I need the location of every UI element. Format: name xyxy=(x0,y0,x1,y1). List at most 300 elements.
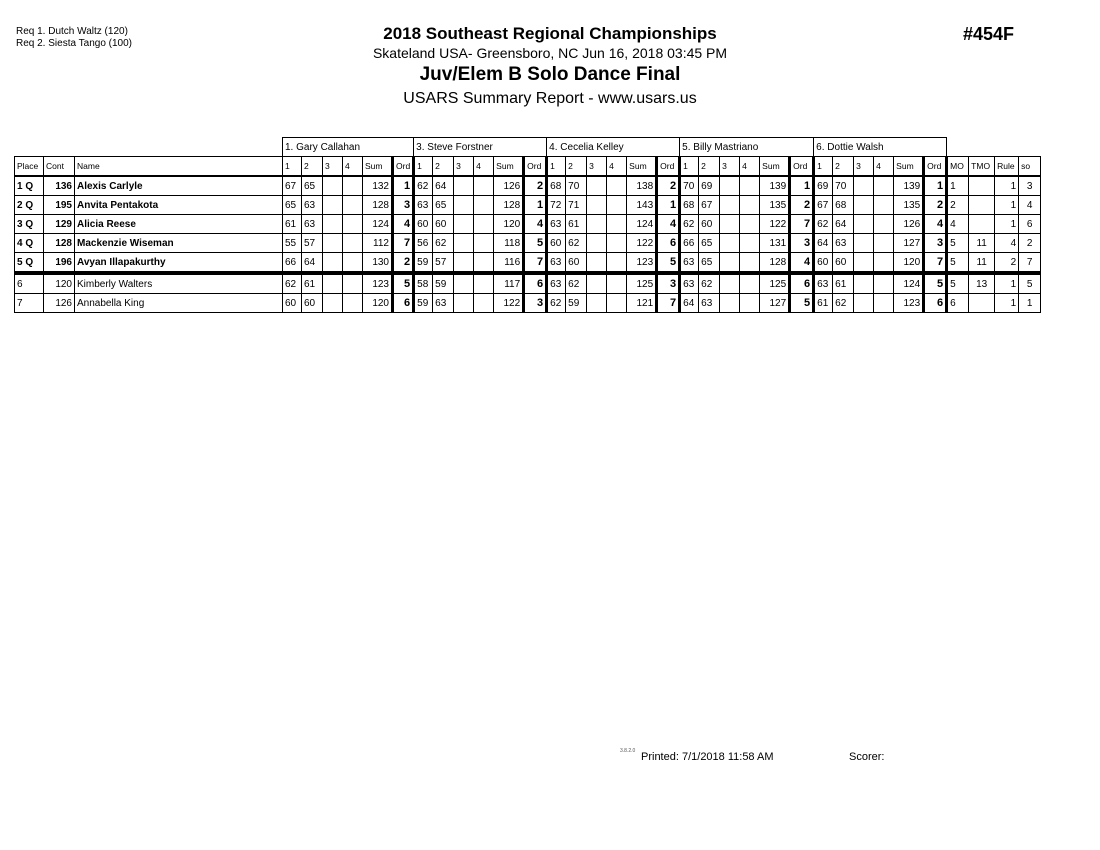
mark-4 xyxy=(474,294,494,313)
header-ord: Ord xyxy=(393,157,414,177)
scorer-label: Scorer: xyxy=(849,751,885,763)
ordinal: 6 xyxy=(790,273,814,294)
mark-2: 64 xyxy=(302,253,323,274)
ordinal: 5 xyxy=(790,294,814,313)
sum: 112 xyxy=(363,234,393,253)
header-mark: 2 xyxy=(433,157,454,177)
sum: 128 xyxy=(760,253,790,274)
place: 2 Q xyxy=(15,196,44,215)
mark-1: 63 xyxy=(680,273,699,294)
mark-4 xyxy=(474,215,494,234)
sum: 122 xyxy=(627,234,657,253)
ordinal: 3 xyxy=(924,234,947,253)
judge-name: 3. Steve Forstner xyxy=(414,138,547,157)
sum: 125 xyxy=(627,273,657,294)
skater-name: Kimberly Walters xyxy=(75,273,283,294)
sum: 135 xyxy=(894,196,924,215)
place: 1 Q xyxy=(15,176,44,196)
mark-2: 64 xyxy=(833,215,854,234)
mark-1: 59 xyxy=(414,294,433,313)
mark-1: 58 xyxy=(414,273,433,294)
mark-3 xyxy=(454,176,474,196)
header-ord: Ord xyxy=(524,157,547,177)
competition-title: 2018 Southeast Regional Championships xyxy=(383,24,717,43)
mark-4 xyxy=(874,176,894,196)
results-table xyxy=(14,137,1041,313)
mark-1: 59 xyxy=(414,253,433,274)
mark-2: 63 xyxy=(433,294,454,313)
mark-4 xyxy=(740,234,760,253)
mark-2: 68 xyxy=(833,196,854,215)
ordinal: 1 xyxy=(393,176,414,196)
mark-2: 59 xyxy=(566,294,587,313)
column-header-row xyxy=(15,157,1041,177)
mark-4 xyxy=(874,273,894,294)
header-ord: Ord xyxy=(924,157,947,177)
judge-name: 4. Cecelia Kelley xyxy=(547,138,680,157)
mark-2: 57 xyxy=(433,253,454,274)
mark-2: 62 xyxy=(566,273,587,294)
mark-4 xyxy=(343,215,363,234)
ordinal: 4 xyxy=(524,215,547,234)
tmo xyxy=(969,294,995,313)
table-row xyxy=(15,176,1041,196)
mark-3 xyxy=(587,215,607,234)
sum: 132 xyxy=(363,176,393,196)
skater-name: Anvita Pentakota xyxy=(75,196,283,215)
sum: 124 xyxy=(627,215,657,234)
so: 4 xyxy=(1019,196,1041,215)
ordinal: 7 xyxy=(924,253,947,274)
table-row xyxy=(15,273,1041,294)
header-tmo: TMO xyxy=(969,157,995,177)
blank-cell xyxy=(947,138,1041,157)
mark-3 xyxy=(854,273,874,294)
mark-3 xyxy=(454,234,474,253)
sum: 143 xyxy=(627,196,657,215)
header-mark: 3 xyxy=(323,157,343,177)
mark-2: 62 xyxy=(699,273,720,294)
mark-4 xyxy=(874,234,894,253)
header-mark: 4 xyxy=(874,157,894,177)
header-sum: Sum xyxy=(627,157,657,177)
mark-1: 60 xyxy=(547,234,566,253)
tmo xyxy=(969,196,995,215)
event-title: Juv/Elem B Solo Dance Final xyxy=(419,64,681,85)
mark-4 xyxy=(607,294,627,313)
sum: 131 xyxy=(760,234,790,253)
rule: 2 xyxy=(995,253,1019,274)
mark-2: 64 xyxy=(433,176,454,196)
ordinal: 7 xyxy=(524,253,547,274)
mark-3 xyxy=(854,253,874,274)
mark-3 xyxy=(587,176,607,196)
sum: 123 xyxy=(627,253,657,274)
tmo xyxy=(969,176,995,196)
so: 2 xyxy=(1019,234,1041,253)
mo: 2 xyxy=(947,196,969,215)
sum: 120 xyxy=(363,294,393,313)
mark-2: 63 xyxy=(302,196,323,215)
sum: 120 xyxy=(894,253,924,274)
judge-header-row xyxy=(15,138,1041,157)
mark-3 xyxy=(720,196,740,215)
ordinal: 4 xyxy=(924,215,947,234)
mark-4 xyxy=(343,294,363,313)
mo: 6 xyxy=(947,294,969,313)
mark-2: 67 xyxy=(699,196,720,215)
mark-2: 70 xyxy=(566,176,587,196)
ordinal: 4 xyxy=(790,253,814,274)
mark-1: 69 xyxy=(814,176,833,196)
mark-2: 60 xyxy=(302,294,323,313)
judge-name: 1. Gary Callahan xyxy=(283,138,414,157)
mark-3 xyxy=(587,273,607,294)
judge-name: 6. Dottie Walsh xyxy=(814,138,947,157)
mark-3 xyxy=(720,294,740,313)
mark-1: 63 xyxy=(680,253,699,274)
mark-2: 61 xyxy=(302,273,323,294)
mark-3 xyxy=(323,196,343,215)
mark-2: 60 xyxy=(699,215,720,234)
ordinal: 2 xyxy=(393,253,414,274)
header-so: so xyxy=(1019,157,1041,177)
mark-1: 60 xyxy=(814,253,833,274)
header-mark: 1 xyxy=(547,157,566,177)
mo: 4 xyxy=(947,215,969,234)
header-place: Place xyxy=(15,157,44,177)
table-row xyxy=(15,253,1041,274)
skater-name: Annabella King xyxy=(75,294,283,313)
mark-2: 62 xyxy=(433,234,454,253)
header-mark: 3 xyxy=(587,157,607,177)
header-sum: Sum xyxy=(760,157,790,177)
mark-2: 60 xyxy=(433,215,454,234)
mark-3 xyxy=(323,253,343,274)
header-mark: 4 xyxy=(607,157,627,177)
ordinal: 7 xyxy=(393,234,414,253)
mark-1: 66 xyxy=(680,234,699,253)
rule: 1 xyxy=(995,215,1019,234)
header-mark: 2 xyxy=(302,157,323,177)
mark-4 xyxy=(474,234,494,253)
mark-2: 65 xyxy=(699,253,720,274)
sum: 138 xyxy=(627,176,657,196)
mark-1: 64 xyxy=(814,234,833,253)
sum: 125 xyxy=(760,273,790,294)
table-row xyxy=(15,215,1041,234)
so: 3 xyxy=(1019,176,1041,196)
mark-3 xyxy=(587,196,607,215)
mark-2: 65 xyxy=(699,234,720,253)
mark-1: 55 xyxy=(283,234,302,253)
contestant-number: 126 xyxy=(44,294,75,313)
header-rule: Rule xyxy=(995,157,1019,177)
ordinal: 2 xyxy=(924,196,947,215)
sum: 117 xyxy=(494,273,524,294)
mark-3 xyxy=(720,234,740,253)
mark-2: 62 xyxy=(833,294,854,313)
ordinal: 6 xyxy=(524,273,547,294)
mark-1: 72 xyxy=(547,196,566,215)
tmo: 11 xyxy=(969,253,995,274)
rule: 1 xyxy=(995,273,1019,294)
mark-4 xyxy=(740,273,760,294)
tmo xyxy=(969,215,995,234)
mark-2: 63 xyxy=(302,215,323,234)
contestant-number: 128 xyxy=(44,234,75,253)
mark-1: 66 xyxy=(283,253,302,274)
sum: 122 xyxy=(494,294,524,313)
mark-4 xyxy=(343,273,363,294)
mark-4 xyxy=(474,196,494,215)
mark-4 xyxy=(474,273,494,294)
mark-3 xyxy=(720,176,740,196)
mo: 1 xyxy=(947,176,969,196)
mo: 5 xyxy=(947,253,969,274)
mark-1: 62 xyxy=(283,273,302,294)
header-cont: Cont xyxy=(44,157,75,177)
skater-name: Mackenzie Wiseman xyxy=(75,234,283,253)
mark-3 xyxy=(454,273,474,294)
ordinal: 1 xyxy=(790,176,814,196)
mark-1: 60 xyxy=(283,294,302,313)
mark-1: 63 xyxy=(414,196,433,215)
header-mark: 4 xyxy=(474,157,494,177)
header-mark: 1 xyxy=(814,157,833,177)
mark-4 xyxy=(740,176,760,196)
mark-4 xyxy=(740,215,760,234)
rule: 1 xyxy=(995,196,1019,215)
tmo: 13 xyxy=(969,273,995,294)
mark-1: 63 xyxy=(814,273,833,294)
ordinal: 3 xyxy=(524,294,547,313)
event-number: #454F xyxy=(963,24,1015,44)
mark-3 xyxy=(854,215,874,234)
requirement-2: Req 2. Siesta Tango (100) xyxy=(16,38,133,49)
table-row xyxy=(15,234,1041,253)
ordinal: 5 xyxy=(393,273,414,294)
mo: 5 xyxy=(947,234,969,253)
ordinal: 2 xyxy=(657,176,680,196)
contestant-number: 195 xyxy=(44,196,75,215)
table-row xyxy=(15,196,1041,215)
mark-2: 57 xyxy=(302,234,323,253)
mark-1: 68 xyxy=(547,176,566,196)
mark-2: 63 xyxy=(833,234,854,253)
ordinal: 6 xyxy=(393,294,414,313)
sum: 120 xyxy=(494,215,524,234)
printed-date: Printed: 7/1/2018 11:58 AM xyxy=(641,751,774,763)
sum: 122 xyxy=(760,215,790,234)
mark-1: 68 xyxy=(680,196,699,215)
mark-4 xyxy=(874,215,894,234)
sum: 128 xyxy=(363,196,393,215)
contestant-number: 120 xyxy=(44,273,75,294)
mark-2: 65 xyxy=(433,196,454,215)
contestant-number: 196 xyxy=(44,253,75,274)
ordinal: 5 xyxy=(924,273,947,294)
mark-3 xyxy=(454,215,474,234)
mark-1: 70 xyxy=(680,176,699,196)
ordinal: 4 xyxy=(657,215,680,234)
mark-3 xyxy=(323,215,343,234)
place: 6 xyxy=(15,273,44,294)
so: 7 xyxy=(1019,253,1041,274)
header-mark: 3 xyxy=(454,157,474,177)
mark-4 xyxy=(740,294,760,313)
skater-name: Alicia Reese xyxy=(75,215,283,234)
mark-2: 62 xyxy=(566,234,587,253)
mark-3 xyxy=(854,234,874,253)
mark-2: 61 xyxy=(833,273,854,294)
mark-3 xyxy=(854,196,874,215)
ordinal: 3 xyxy=(393,196,414,215)
version-label: 3.8.2.0 xyxy=(620,748,636,754)
sum: 128 xyxy=(494,196,524,215)
header-mark: 4 xyxy=(740,157,760,177)
mark-1: 60 xyxy=(414,215,433,234)
sum: 118 xyxy=(494,234,524,253)
place: 3 Q xyxy=(15,215,44,234)
header-sum: Sum xyxy=(363,157,393,177)
header-mark: 4 xyxy=(343,157,363,177)
sum: 130 xyxy=(363,253,393,274)
mark-2: 63 xyxy=(699,294,720,313)
sum: 121 xyxy=(627,294,657,313)
tmo: 11 xyxy=(969,234,995,253)
mark-4 xyxy=(607,176,627,196)
ordinal: 6 xyxy=(924,294,947,313)
requirement-1: Req 1. Dutch Waltz (120) xyxy=(16,26,128,37)
sum: 123 xyxy=(363,273,393,294)
mark-4 xyxy=(740,253,760,274)
sum: 116 xyxy=(494,253,524,274)
so: 5 xyxy=(1019,273,1041,294)
mark-1: 62 xyxy=(414,176,433,196)
mark-4 xyxy=(474,176,494,196)
ordinal: 1 xyxy=(524,196,547,215)
mark-2: 71 xyxy=(566,196,587,215)
header-sum: Sum xyxy=(894,157,924,177)
mark-2: 61 xyxy=(566,215,587,234)
mark-1: 62 xyxy=(814,215,833,234)
ordinal: 3 xyxy=(790,234,814,253)
ordinal: 7 xyxy=(657,294,680,313)
mark-3 xyxy=(720,215,740,234)
mo: 5 xyxy=(947,273,969,294)
mark-1: 63 xyxy=(547,273,566,294)
ordinal: 7 xyxy=(790,215,814,234)
mark-4 xyxy=(343,253,363,274)
mark-1: 63 xyxy=(547,253,566,274)
mark-1: 64 xyxy=(680,294,699,313)
mark-2: 59 xyxy=(433,273,454,294)
header-mo: MO xyxy=(947,157,969,177)
rule: 1 xyxy=(995,176,1019,196)
mark-2: 60 xyxy=(566,253,587,274)
skater-name: Alexis Carlyle xyxy=(75,176,283,196)
mark-4 xyxy=(874,253,894,274)
place: 5 Q xyxy=(15,253,44,274)
sum: 124 xyxy=(363,215,393,234)
mark-4 xyxy=(874,294,894,313)
mark-3 xyxy=(323,176,343,196)
table-row xyxy=(15,294,1041,313)
mark-3 xyxy=(720,273,740,294)
mark-3 xyxy=(323,273,343,294)
location-date: Skateland USA- Greensboro, NC Jun 16, 2018 03:45 PM xyxy=(372,45,728,61)
mark-2: 60 xyxy=(833,253,854,274)
sum: 139 xyxy=(894,176,924,196)
mark-4 xyxy=(607,215,627,234)
header-name: Name xyxy=(75,157,283,177)
contestant-number: 136 xyxy=(44,176,75,196)
mark-4 xyxy=(607,234,627,253)
mark-3 xyxy=(454,253,474,274)
mark-4 xyxy=(607,253,627,274)
mark-1: 61 xyxy=(283,215,302,234)
place: 7 xyxy=(15,294,44,313)
report-title: USARS Summary Report - www.usars.us xyxy=(403,90,697,107)
mark-4 xyxy=(607,196,627,215)
sum: 127 xyxy=(760,294,790,313)
mark-1: 62 xyxy=(680,215,699,234)
sum: 126 xyxy=(494,176,524,196)
mark-3 xyxy=(454,196,474,215)
header-sum: Sum xyxy=(494,157,524,177)
ordinal: 5 xyxy=(657,253,680,274)
ordinal: 4 xyxy=(393,215,414,234)
so: 1 xyxy=(1019,294,1041,313)
mark-4 xyxy=(343,176,363,196)
header-mark: 2 xyxy=(699,157,720,177)
header-mark: 1 xyxy=(414,157,433,177)
mark-3 xyxy=(854,294,874,313)
mark-2: 70 xyxy=(833,176,854,196)
header-mark: 3 xyxy=(720,157,740,177)
sum: 139 xyxy=(760,176,790,196)
judge-name: 5. Billy Mastriano xyxy=(680,138,814,157)
ordinal: 2 xyxy=(790,196,814,215)
mark-1: 63 xyxy=(547,215,566,234)
header-mark: 3 xyxy=(854,157,874,177)
mark-1: 61 xyxy=(814,294,833,313)
mark-4 xyxy=(740,196,760,215)
ordinal: 5 xyxy=(524,234,547,253)
rule: 4 xyxy=(995,234,1019,253)
blank-cell xyxy=(15,138,283,157)
mark-4 xyxy=(607,273,627,294)
header-ord: Ord xyxy=(657,157,680,177)
mark-3 xyxy=(323,234,343,253)
rule: 1 xyxy=(995,294,1019,313)
so: 6 xyxy=(1019,215,1041,234)
mark-3 xyxy=(587,234,607,253)
header-mark: 2 xyxy=(833,157,854,177)
mark-3 xyxy=(454,294,474,313)
mark-1: 65 xyxy=(283,196,302,215)
contestant-number: 129 xyxy=(44,215,75,234)
ordinal: 1 xyxy=(924,176,947,196)
mark-1: 56 xyxy=(414,234,433,253)
mark-3 xyxy=(587,294,607,313)
mark-4 xyxy=(343,234,363,253)
mark-4 xyxy=(343,196,363,215)
mark-3 xyxy=(587,253,607,274)
ordinal: 1 xyxy=(657,196,680,215)
mark-1: 67 xyxy=(283,176,302,196)
